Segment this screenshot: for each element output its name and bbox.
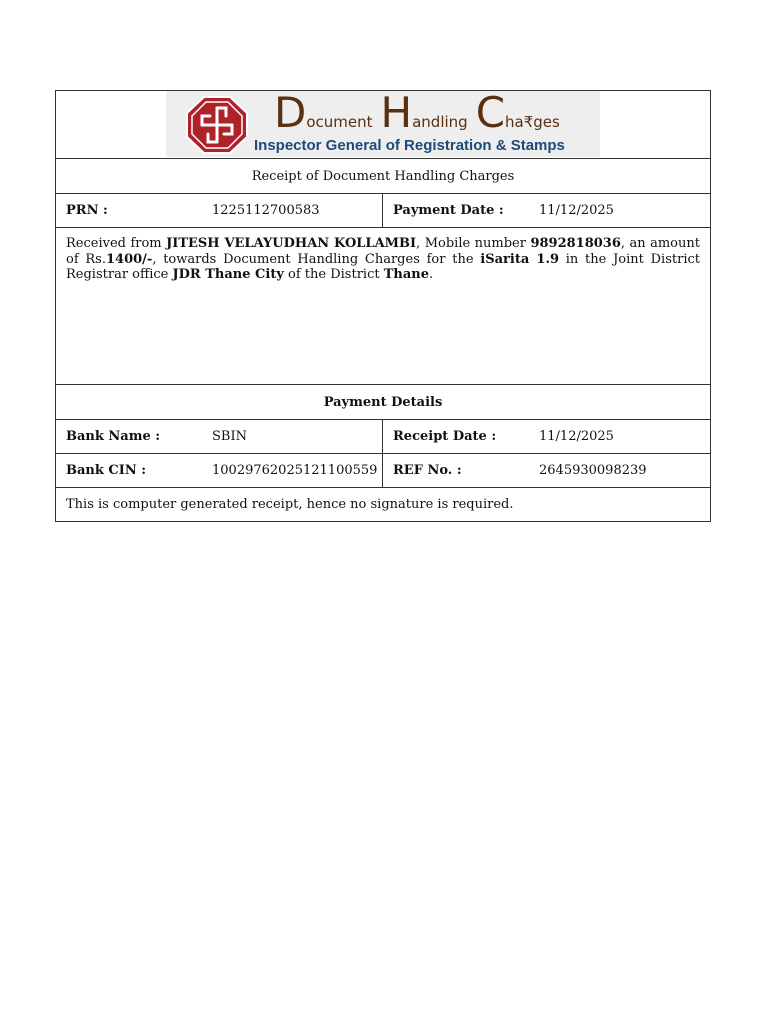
bank-cin-label: Bank CIN : (66, 463, 147, 478)
payment-date-cell (383, 194, 710, 227)
payment-date-label: Payment Date : (393, 203, 504, 218)
service-name: iSarita 1.9 (480, 251, 560, 267)
statement-text: , an amount of Rs. (66, 236, 700, 267)
banner-title-letter: C (475, 88, 506, 137)
banner-title-word: ges (533, 113, 560, 131)
banner-row (56, 88, 710, 159)
dhc-banner (166, 88, 600, 157)
statement-text: in the Joint District Registrar office (66, 251, 700, 282)
payment-date-value: 11/12/2025 (539, 203, 614, 218)
bank-name-label: Bank Name : (66, 429, 161, 444)
receipt-date-label: Receipt Date : (393, 429, 497, 444)
receipt-date-cell (383, 420, 710, 453)
amount: 1400/- (105, 251, 153, 267)
prn-cell (56, 194, 383, 227)
payment-details-heading: Payment Details (56, 385, 710, 420)
bank-name-row (56, 420, 710, 454)
banner-title-word: ha (505, 113, 524, 131)
banner-title-word: andling (412, 113, 468, 131)
banner-title-letter: D (274, 88, 307, 137)
banner-title-letter: H (380, 88, 413, 137)
banner-title-word: ocument (306, 113, 373, 131)
mobile-number: 9892818036 (530, 236, 621, 251)
igr-seal-icon (186, 96, 248, 154)
rupee-icon: ₹ (523, 113, 534, 131)
statement-text: , towards Document Handling Charges for the (152, 251, 481, 267)
ref-no-cell (383, 454, 710, 487)
prn-label: PRN : (66, 203, 108, 218)
district-name: Thane (383, 267, 429, 282)
receipt-table (55, 90, 711, 522)
receipt-title: Receipt of Document Handling Charges (56, 159, 710, 194)
ref-no-label: REF No. : (393, 463, 462, 478)
banner-subtitle: Inspector General of Registration & Stamps (254, 137, 565, 154)
bank-cin-cell (56, 454, 383, 487)
receipt-date-value: 11/12/2025 (539, 429, 614, 444)
prn-value: 1225112700583 (212, 203, 320, 218)
bank-name-cell (56, 420, 383, 453)
statement-text: of the District (283, 267, 384, 282)
footer-note: This is computer generated receipt, hence no signature is required. (66, 497, 514, 512)
prn-row (56, 194, 710, 228)
bank-name-value: SBIN (212, 429, 247, 444)
ref-no-value: 2645930098239 (539, 463, 647, 478)
bank-cin-row (56, 454, 710, 488)
statement-text: Received from (66, 236, 167, 251)
statement-text: , Mobile number (416, 236, 531, 251)
statement-text: . (429, 267, 434, 282)
payer-name: JITESH VELAYUDHAN KOLLAMBI (166, 236, 417, 251)
office-name: JDR Thane City (172, 267, 284, 282)
bank-cin-value: 10029762025121100559 (212, 463, 378, 478)
banner-title (274, 89, 568, 137)
receipt-statement (56, 228, 710, 385)
